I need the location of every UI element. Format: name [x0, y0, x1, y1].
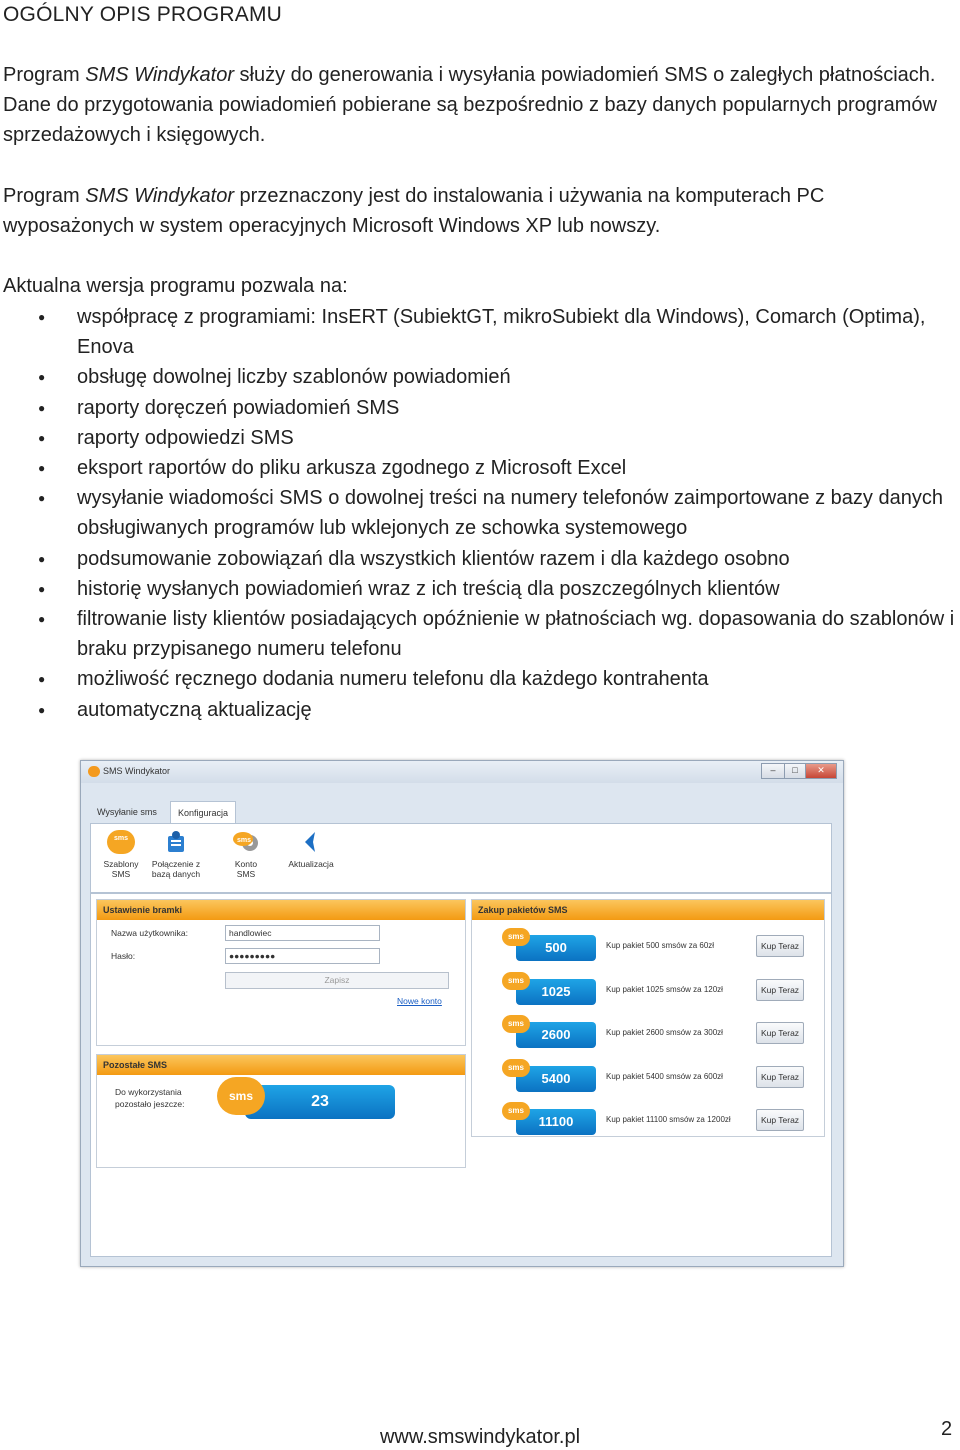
ribbon-label: SMS [236, 869, 256, 879]
remaining-label: pozostało jeszcze: [115, 1099, 185, 1109]
window-title: SMS Windykator [103, 766, 171, 776]
package-description: Kup pakiet 11100 smsów za 1200zł [606, 1115, 731, 1124]
tab-configuration[interactable]: Konfiguracja [170, 801, 236, 824]
remaining-label: Do wykorzystania [115, 1087, 182, 1097]
app-logo-icon [88, 766, 100, 777]
sms-bubble-icon: sms [217, 1077, 265, 1115]
program-name: SMS Windykator [85, 64, 234, 86]
feature-list [3, 302, 958, 725]
sms-bubble-icon: sms [502, 1059, 530, 1077]
panel-header: Zakup pakietów SMS [472, 900, 824, 920]
list-item: ● historię wysłanych powiadomień wraz z ich treścią dla poszczególnych klientów [3, 574, 958, 604]
ribbon-label: Konto [234, 859, 258, 869]
update-arrow-icon [297, 830, 325, 854]
package-amount: 11100 [516, 1109, 596, 1135]
ribbon-label: Połączenie z [151, 859, 201, 869]
ribbon-label: bazą danych [151, 869, 201, 879]
list-item: ● obsługę dowolnej liczby szablonów powiadomień [3, 362, 958, 392]
package-amount: 5400 [516, 1066, 596, 1092]
ribbon-label: SMS [111, 869, 131, 879]
package-amount: 1025 [516, 979, 596, 1005]
password-label: Hasło: [111, 951, 136, 961]
buy-now-button[interactable]: Kup Teraz [756, 935, 804, 957]
buy-now-button[interactable]: Kup Teraz [756, 979, 804, 1001]
list-item: ● raporty odpowiedzi SMS [3, 423, 958, 453]
sms-account-button[interactable] [216, 830, 276, 879]
database-connection-button[interactable] [146, 830, 206, 879]
sms-templates-button[interactable] [91, 830, 151, 879]
app-window-screenshot [80, 760, 844, 1267]
username-input[interactable]: handlowiec [225, 925, 380, 941]
close-button[interactable]: ✕ [805, 763, 837, 779]
maximize-button[interactable]: □ [784, 763, 806, 779]
list-item: ● współpracę z programiami: InsERT (SubiektGT, mikroSubiekt dla Windows), Comarch (Optima), Enova [3, 302, 958, 362]
page-title: OGÓLNY OPIS PROGRAMU [3, 3, 282, 26]
page-number: 2 [941, 1418, 953, 1440]
panel-header: Pozostałe SMS [97, 1055, 465, 1075]
package-amount: 500 [516, 935, 596, 961]
features-intro: Aktualna wersja programu pozwala na: [3, 275, 348, 297]
ribbon-label: Szablony [103, 859, 139, 869]
list-item: ● podsumowanie zobowiązań dla wszystkich klientów razem i dla każdego osobno [3, 544, 958, 574]
sms-bubble-icon: sms [502, 1015, 530, 1033]
package-description: Kup pakiet 5400 smsów za 600zł [606, 1072, 723, 1081]
database-icon [162, 830, 190, 854]
sms-bubble-icon: sms [502, 1102, 530, 1120]
buy-now-button[interactable]: Kup Teraz [756, 1066, 804, 1088]
minimize-button[interactable]: – [761, 763, 785, 779]
sms-account-icon [232, 830, 260, 854]
list-item: ● filtrowanie listy klientów posiadających opóźnienie w płatnościach wg. dopasowania do szablonów i braku przypisanego numeru telefonu [3, 604, 958, 664]
package-description: Kup pakiet 2600 smsów za 300zł [606, 1028, 723, 1037]
remaining-count: 23 [245, 1085, 395, 1119]
panel-header: Ustawienie bramki [97, 900, 465, 920]
sms-templates-icon: sms [107, 830, 135, 854]
intro-paragraph: Program SMS Windykator służy do generowania i wysyłania powiadomień SMS o zaległych płatnościach. Dane do przygotowania powiadomień pobierane są bezpośrednio z bazy danych popularnych programów sprzedażowych i księgowych. [3, 64, 937, 146]
new-account-link[interactable]: Nowe konto [397, 996, 442, 1006]
buy-now-button[interactable]: Kup Teraz [756, 1022, 804, 1044]
password-input[interactable]: ●●●●●●●●● [225, 948, 380, 964]
buy-now-button[interactable]: Kup Teraz [756, 1109, 804, 1131]
config-content [90, 893, 832, 1257]
list-item: ● eksport raportów do pliku arkusza zgodnego z Microsoft Excel [3, 453, 958, 483]
footer-url: www.smswindykator.pl [379, 1426, 581, 1448]
remaining-sms-panel [96, 1054, 466, 1168]
package-description: Kup pakiet 500 smsów za 60zł [606, 941, 715, 950]
window-titlebar [81, 761, 843, 783]
ribbon-label: Aktualizacja [288, 859, 334, 869]
sms-bubble-icon: sms [502, 928, 530, 946]
svg-text:sms: sms [237, 837, 252, 844]
list-item: ● raporty doręczeń powiadomień SMS [3, 393, 958, 423]
program-name: SMS Windykator [85, 185, 234, 207]
list-item: ● możliwość ręcznego dodania numeru telefonu dla każdego kontrahenta [3, 664, 958, 694]
ribbon-toolbar [90, 823, 832, 893]
package-description: Kup pakiet 1025 smsów za 120zł [606, 985, 723, 994]
requirements-paragraph: Program SMS Windykator przeznaczony jest do instalowania i używania na komputerach PC wyposażonych w system operacyjnych Microsoft Windows XP lub nowszy. [3, 185, 825, 237]
username-label: Nazwa użytkownika: [111, 928, 189, 938]
gateway-settings-panel [96, 899, 466, 1046]
list-item: ● wysyłanie wiadomości SMS o dowolnej treści na numery telefonów zaimportowane z bazy danych obsługiwanych programów lub wklejonych ze schowka systemowego [3, 483, 958, 543]
package-amount: 2600 [516, 1022, 596, 1048]
tab-send-sms[interactable]: Wysyłanie sms [97, 807, 157, 817]
list-item: ● automatyczną aktualizację [3, 695, 958, 725]
update-button[interactable] [281, 830, 341, 869]
save-button[interactable]: Zapisz [225, 972, 449, 989]
sms-bubble-icon: sms [502, 972, 530, 990]
sms-packages-panel [471, 899, 825, 1137]
